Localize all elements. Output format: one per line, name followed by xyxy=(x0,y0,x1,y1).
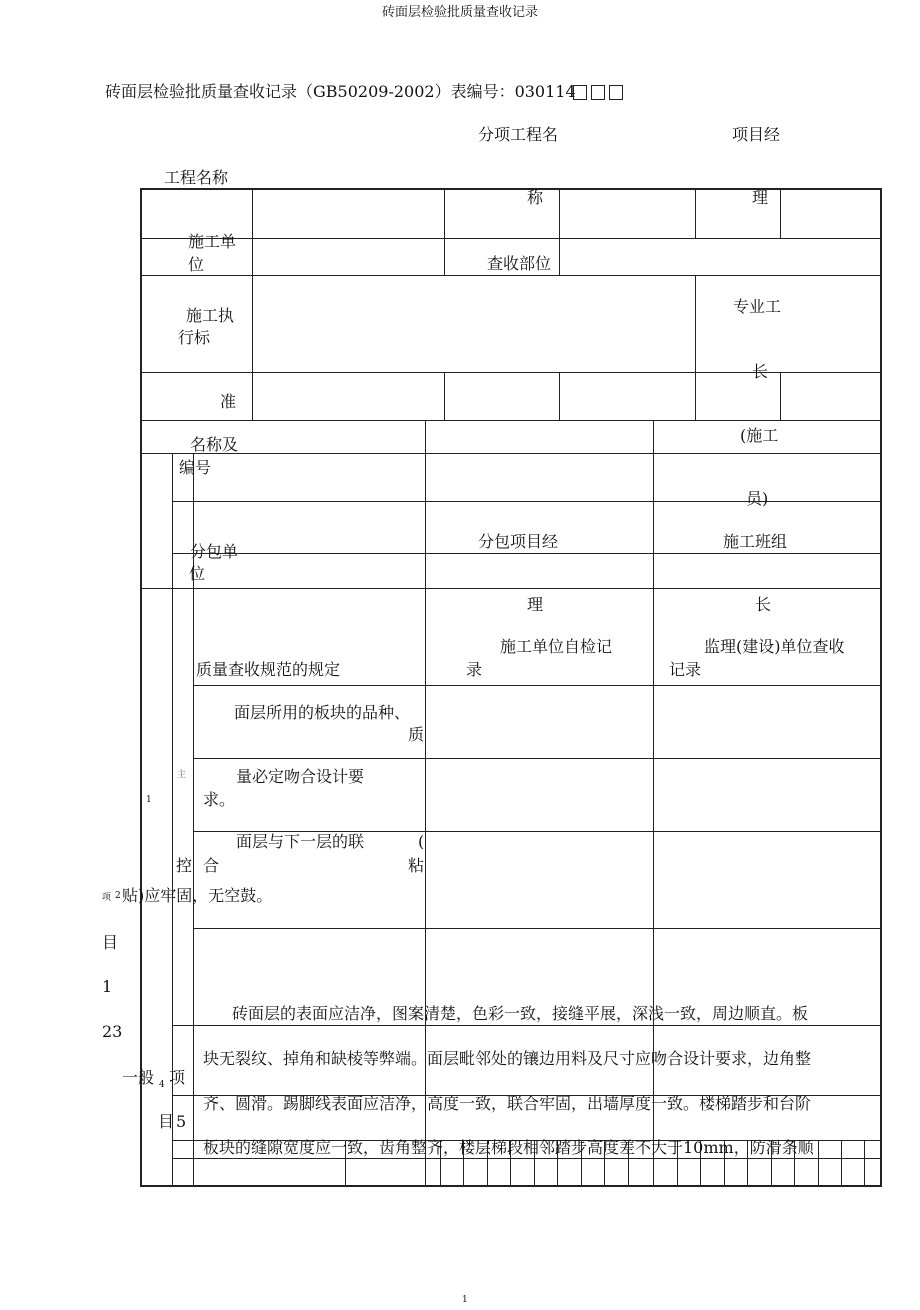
side-label-kong: 控 xyxy=(176,856,193,875)
label-self-check-cont: 录 xyxy=(466,660,483,679)
item1-text-cont: 质 xyxy=(408,725,425,744)
label-subcontractor: 分包单 xyxy=(190,542,239,561)
side-label-zhu: 主 xyxy=(177,770,187,780)
general-paragraph-line4: 板块的缝隙宽度应一致，齿角整齐，楼层梯段相邻踏步高度差不大于10mm，防滑条顺 xyxy=(203,1138,814,1157)
checkbox-square-icon xyxy=(573,85,587,100)
document-title: 砖面层检验批质量查收记录（GB50209-2002）表编号：030114 xyxy=(105,82,576,101)
label-team-leader-cont: 长 xyxy=(755,595,772,614)
general-number-4: 4 xyxy=(159,1080,165,1090)
side-number-1: 1 xyxy=(146,795,152,805)
item1-text: 面层所用的板块的品种、 xyxy=(234,703,411,722)
general-paragraph-line1: 砖面层的表面应洁净，图案清楚，色彩一致，接缝平展，深浅一致，周边顺直。板 xyxy=(232,1004,809,1023)
label-team-leader: 施工班组 xyxy=(723,532,788,551)
label-builder-cont: 员) xyxy=(746,489,769,508)
label-builder: (施工 xyxy=(740,426,779,445)
label-inspection-part: 查收部位 xyxy=(487,254,552,273)
label-spec-rule: 质量查收规范的规定 xyxy=(196,660,341,679)
label-sub-project-name: 分项工程名 xyxy=(478,125,559,144)
running-header: 砖面层检验批质量查收记录 xyxy=(382,5,539,20)
item2-paren: ( xyxy=(418,832,425,851)
label-name-and-no-cont: 编号 xyxy=(179,458,212,477)
label-foreman: 专业工 xyxy=(733,297,782,316)
label-construction-unit-cont: 位 xyxy=(188,255,205,274)
general-mu: 目 xyxy=(102,933,119,952)
checkbox-square-icon xyxy=(609,85,623,100)
item2-text-cont: 贴)应牢固，无空鼓。 xyxy=(122,886,273,905)
label-project-manager: 项目经 xyxy=(732,125,781,144)
side-number-2: 2 xyxy=(115,891,121,901)
label-supervision: 监理(建设)单位查收 xyxy=(704,637,845,656)
label-self-check: 施工单位自检记 xyxy=(500,637,613,656)
label-subcontractor-cont: 位 xyxy=(189,564,206,583)
item1-text-end: 求。 xyxy=(203,790,236,809)
label-project-name: 工程名称 xyxy=(164,168,229,187)
side-label-xiang: 项 xyxy=(102,893,112,903)
general-number-1: 1 xyxy=(102,977,113,996)
general-mu-2: 目 xyxy=(158,1112,175,1131)
label-exec-standard-end: 准 xyxy=(220,392,237,411)
label-foreman-cont: 长 xyxy=(752,362,769,381)
label-sub-pm-cont: 理 xyxy=(527,595,544,614)
checkbox-square-icon xyxy=(591,85,605,100)
general-label-yiban: 一般 xyxy=(122,1068,155,1087)
item2-text: 面层与下一层的联 xyxy=(236,832,365,851)
label-supervision-cont: 记录 xyxy=(669,660,702,679)
general-paragraph-line3: 齐、圆滑。踢脚线表面应洁净，高度一致，联合牢固，出墙厚度一致。楼梯踏步和台阶 xyxy=(203,1094,812,1113)
general-label-xiang: 项 xyxy=(169,1068,186,1087)
general-number-5: 5 xyxy=(176,1112,187,1131)
label-name-and-no: 名称及 xyxy=(190,435,239,454)
general-paragraph-line2: 块无裂纹、掉角和缺棱等弊端。面层毗邻处的镶边用料及尺寸应吻合设计要求，边角整 xyxy=(203,1049,812,1068)
page-number: 1 xyxy=(462,1295,468,1305)
label-project-manager-cont: 理 xyxy=(752,188,769,207)
label-sub-pm: 分包项目经 xyxy=(478,532,559,551)
general-number-23: 23 xyxy=(102,1022,123,1041)
label-construction-unit: 施工单 xyxy=(188,232,237,251)
label-exec-standard: 施工执 xyxy=(186,306,235,325)
item2-zhan: 粘 xyxy=(408,856,425,875)
label-sub-project-name-cont: 称 xyxy=(527,188,544,207)
item1-text-cont2: 量必定吻合设计要 xyxy=(236,767,365,786)
item2-he: 合 xyxy=(203,856,220,875)
label-exec-standard-cont: 行标 xyxy=(178,328,211,347)
